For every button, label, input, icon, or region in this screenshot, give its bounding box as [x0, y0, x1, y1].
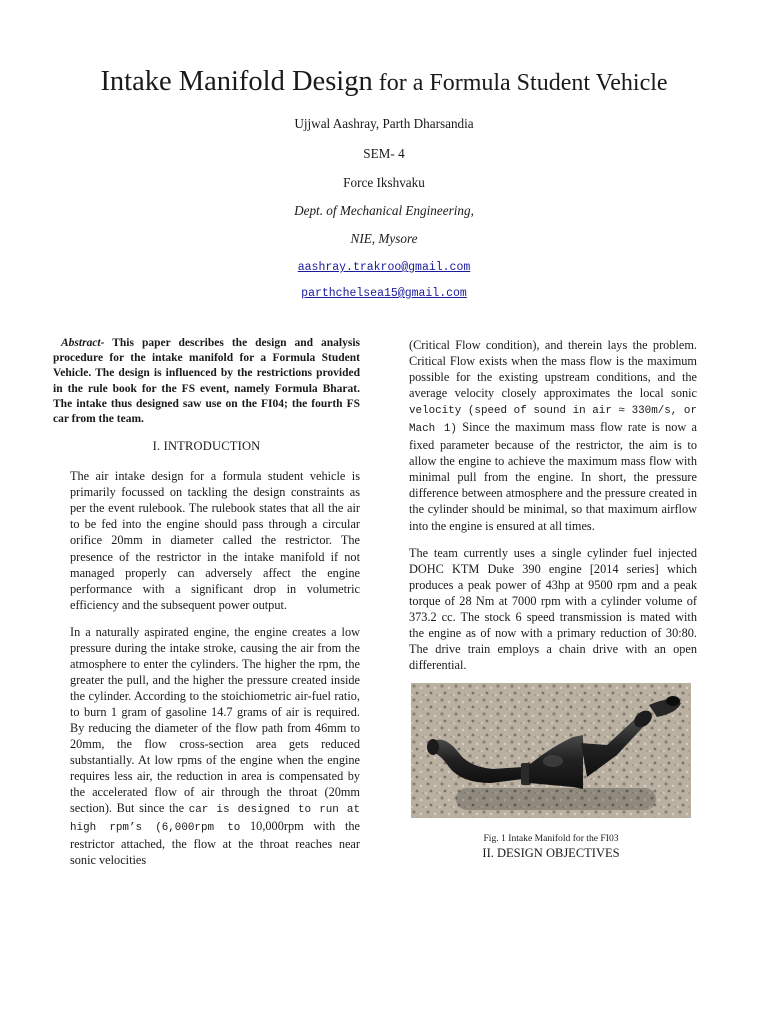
paper-title	[0, 66, 768, 98]
right-column	[409, 337, 697, 673]
intake-manifold-photo	[411, 683, 691, 818]
paragraph: The air intake design for a formula student vehicle is primarily focussed on tackling the design constraints as per the event rulebook. The rulebook states that all the air to be fed into the engine should pass through a circular orifice 20mm in diameter called the restrictor. The presence of the restrictor in the intake manifold if not managed properly can adversely affect the engine performance with a significant drop in volumetric efficiency and the subsequent power output.	[70, 469, 360, 612]
institute: NIE, Mysore	[350, 231, 418, 246]
paragraph-text-mono: velocity (speed of sound in air ≈ 330m/s, or Mach 1)	[409, 405, 697, 436]
paragraph-text: 10,000rpm with the restrictor attached, the flow at the throat reaches near sonic velocities	[70, 819, 360, 868]
title-rest: for a Formula Student Vehicle	[372, 70, 668, 96]
abstract-text: This paper describes the design and analysis procedure for the intake manifold for a Formula Student Vehicle. The design is influenced by the restrictions provided in the rule book for the FS event, namely Formula Bharat. The intake thus designed saw use on the FI04; the fourth FS car from the team.	[53, 337, 360, 426]
paragraph	[53, 624, 360, 869]
authors: Ujjwal Aashray, Parth Dharsandia	[294, 116, 474, 131]
title-main: Intake Manifold Design	[100, 66, 373, 97]
figure-caption: Fig. 1 Intake Manifold for the FI03	[483, 833, 619, 844]
paragraph	[409, 337, 697, 534]
paragraph: The team currently uses a single cylinder fuel injected DOHC KTM Duke 390 engine [2014 series] which produces a peak power of 43hp at 9500 rpm and a peak torque of 28 Nm at 7000 rpm with a cylinder volume of 373.2 cc. The stock 6 speed transmission is mated with the engine as of now with a primary reduction of 30:80. The drive train employs a chain drive with an open differential.	[409, 545, 697, 672]
email-link-1[interactable]: aashray.trakroo@gmail.com	[297, 261, 471, 274]
section-heading-design-objectives: II. DESIGN OBJECTIVES	[482, 846, 620, 860]
paragraph-text-mono: car is designed to run at high rpm’s (6,000rpm to	[70, 804, 360, 835]
department: Dept. of Mechanical Engineering,	[294, 203, 474, 218]
semester: SEM- 4	[363, 146, 405, 161]
abstract-label: Abstract-	[61, 337, 105, 349]
team-name: Force Ikshvaku	[343, 175, 425, 190]
paragraph-text: In a naturally aspirated engine, the engine creates a low pressure during the intake stroke, causing the air from the atmosphere to enter the cylinders. The higher the rpm, the greater the pull, and the higher the pressure created inside the cylinder. According to the stoichiometric air-fuel ratio, to burn 1 gram of gasoline 14.7 grams of air is required. By reducing the diameter of the flow path from 46mm to 20mm, the flow cross-section area gets reduced substantially. At low rpms of the engine when the engine requires less air, the reduction in area is compensated by the accelerated flow of air through the throat (20mm section). But since the	[70, 624, 360, 816]
left-column	[53, 336, 360, 868]
paragraph-text: (Critical Flow condition), and therein lays the problem. Critical Flow exists when the mass flow is the maximum possible for the existing upstream conditions, and the average velocity closely approximates the local sonic	[409, 338, 697, 401]
paragraph-text: Since the maximum mass flow rate is now a fixed parameter because of the restrictor, the aim is to allow the engine to achieve the maximum mass flow with minimal pull from the engine. In short, the pressure difference between atmosphere and the pressure created in the cylinder should be minimal, so that maximum airflow into the engine is ensured at all times.	[409, 420, 698, 533]
section-heading-introduction: I. INTRODUCTION	[152, 439, 261, 454]
email-link-2[interactable]: parthchelsea15@gmail.com	[301, 287, 467, 300]
abstract	[53, 336, 360, 427]
